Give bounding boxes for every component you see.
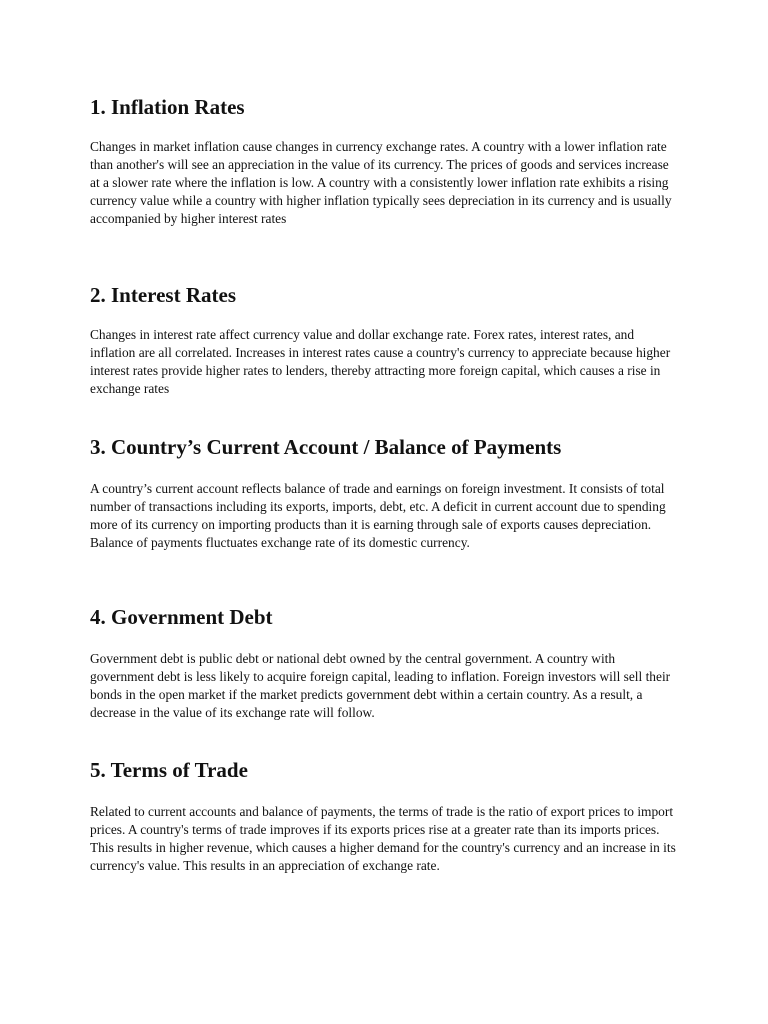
section-paragraph: Government debt is public debt or national debt owned by the central government. A country with government debt is less likely to acquire foreign capital, leading to inflation. Foreign investors will sell their bonds in the open market if the market predicts government debt within a certain country. As a result, a decrease in the value of its exchange rate will follow. bbox=[90, 651, 671, 720]
section-paragraph: Changes in market inflation cause changes in currency exchange rates. A country with a lower inflation rate than another's will see an appreciation in the value of its currency. The prices of goods and services increase at a slower rate where the inflation is low. A country with a consistently lower inflation rate exhibits a rising currency value while a country with higher inflation typically sees depreciation in its currency and is usually accompanied by higher interest rates bbox=[90, 139, 672, 226]
section-heading: 5. Terms of Trade bbox=[90, 758, 248, 782]
section-current-account bbox=[90, 434, 680, 552]
section-paragraph: Related to current accounts and balance of payments, the terms of trade is the ratio of export prices to import prices. A country's terms of trade improves if its exports prices rise at a greater rate than its imports prices. This results in higher revenue, which causes a higher demand for the country's currency and an increase in its currency's value. This results in an appreciation of exchange rate. bbox=[90, 804, 676, 873]
section-interest-rates bbox=[90, 282, 680, 398]
section-paragraph: Changes in interest rate affect currency value and dollar exchange rate. Forex rates, interest rates, and inflation are all correlated. Increases in interest rates cause a country's currency to appreciate because higher interest rates provide higher rates to lenders, thereby attracting more foreign capital, which causes a rise in exchange rates bbox=[90, 327, 671, 396]
section-heading: 1. Inflation Rates bbox=[90, 95, 245, 119]
section-terms-of-trade bbox=[90, 757, 680, 875]
section-government-debt bbox=[90, 604, 680, 722]
section-heading: 3. Country’s Current Account / Balance of Payments bbox=[90, 435, 562, 459]
section-inflation-rates bbox=[90, 94, 680, 228]
section-heading: 4. Government Debt bbox=[90, 605, 273, 629]
section-heading: 2. Interest Rates bbox=[90, 283, 236, 307]
section-paragraph: A country’s current account reflects balance of trade and earnings on foreign investment. It consists of total number of transactions including its exports, imports, debt, etc. A deficit in current account due to spending more of its currency on importing products than it is earning through sale of exports causes depreciation. Balance of payments fluctuates exchange rate of its domestic currency. bbox=[90, 481, 666, 550]
